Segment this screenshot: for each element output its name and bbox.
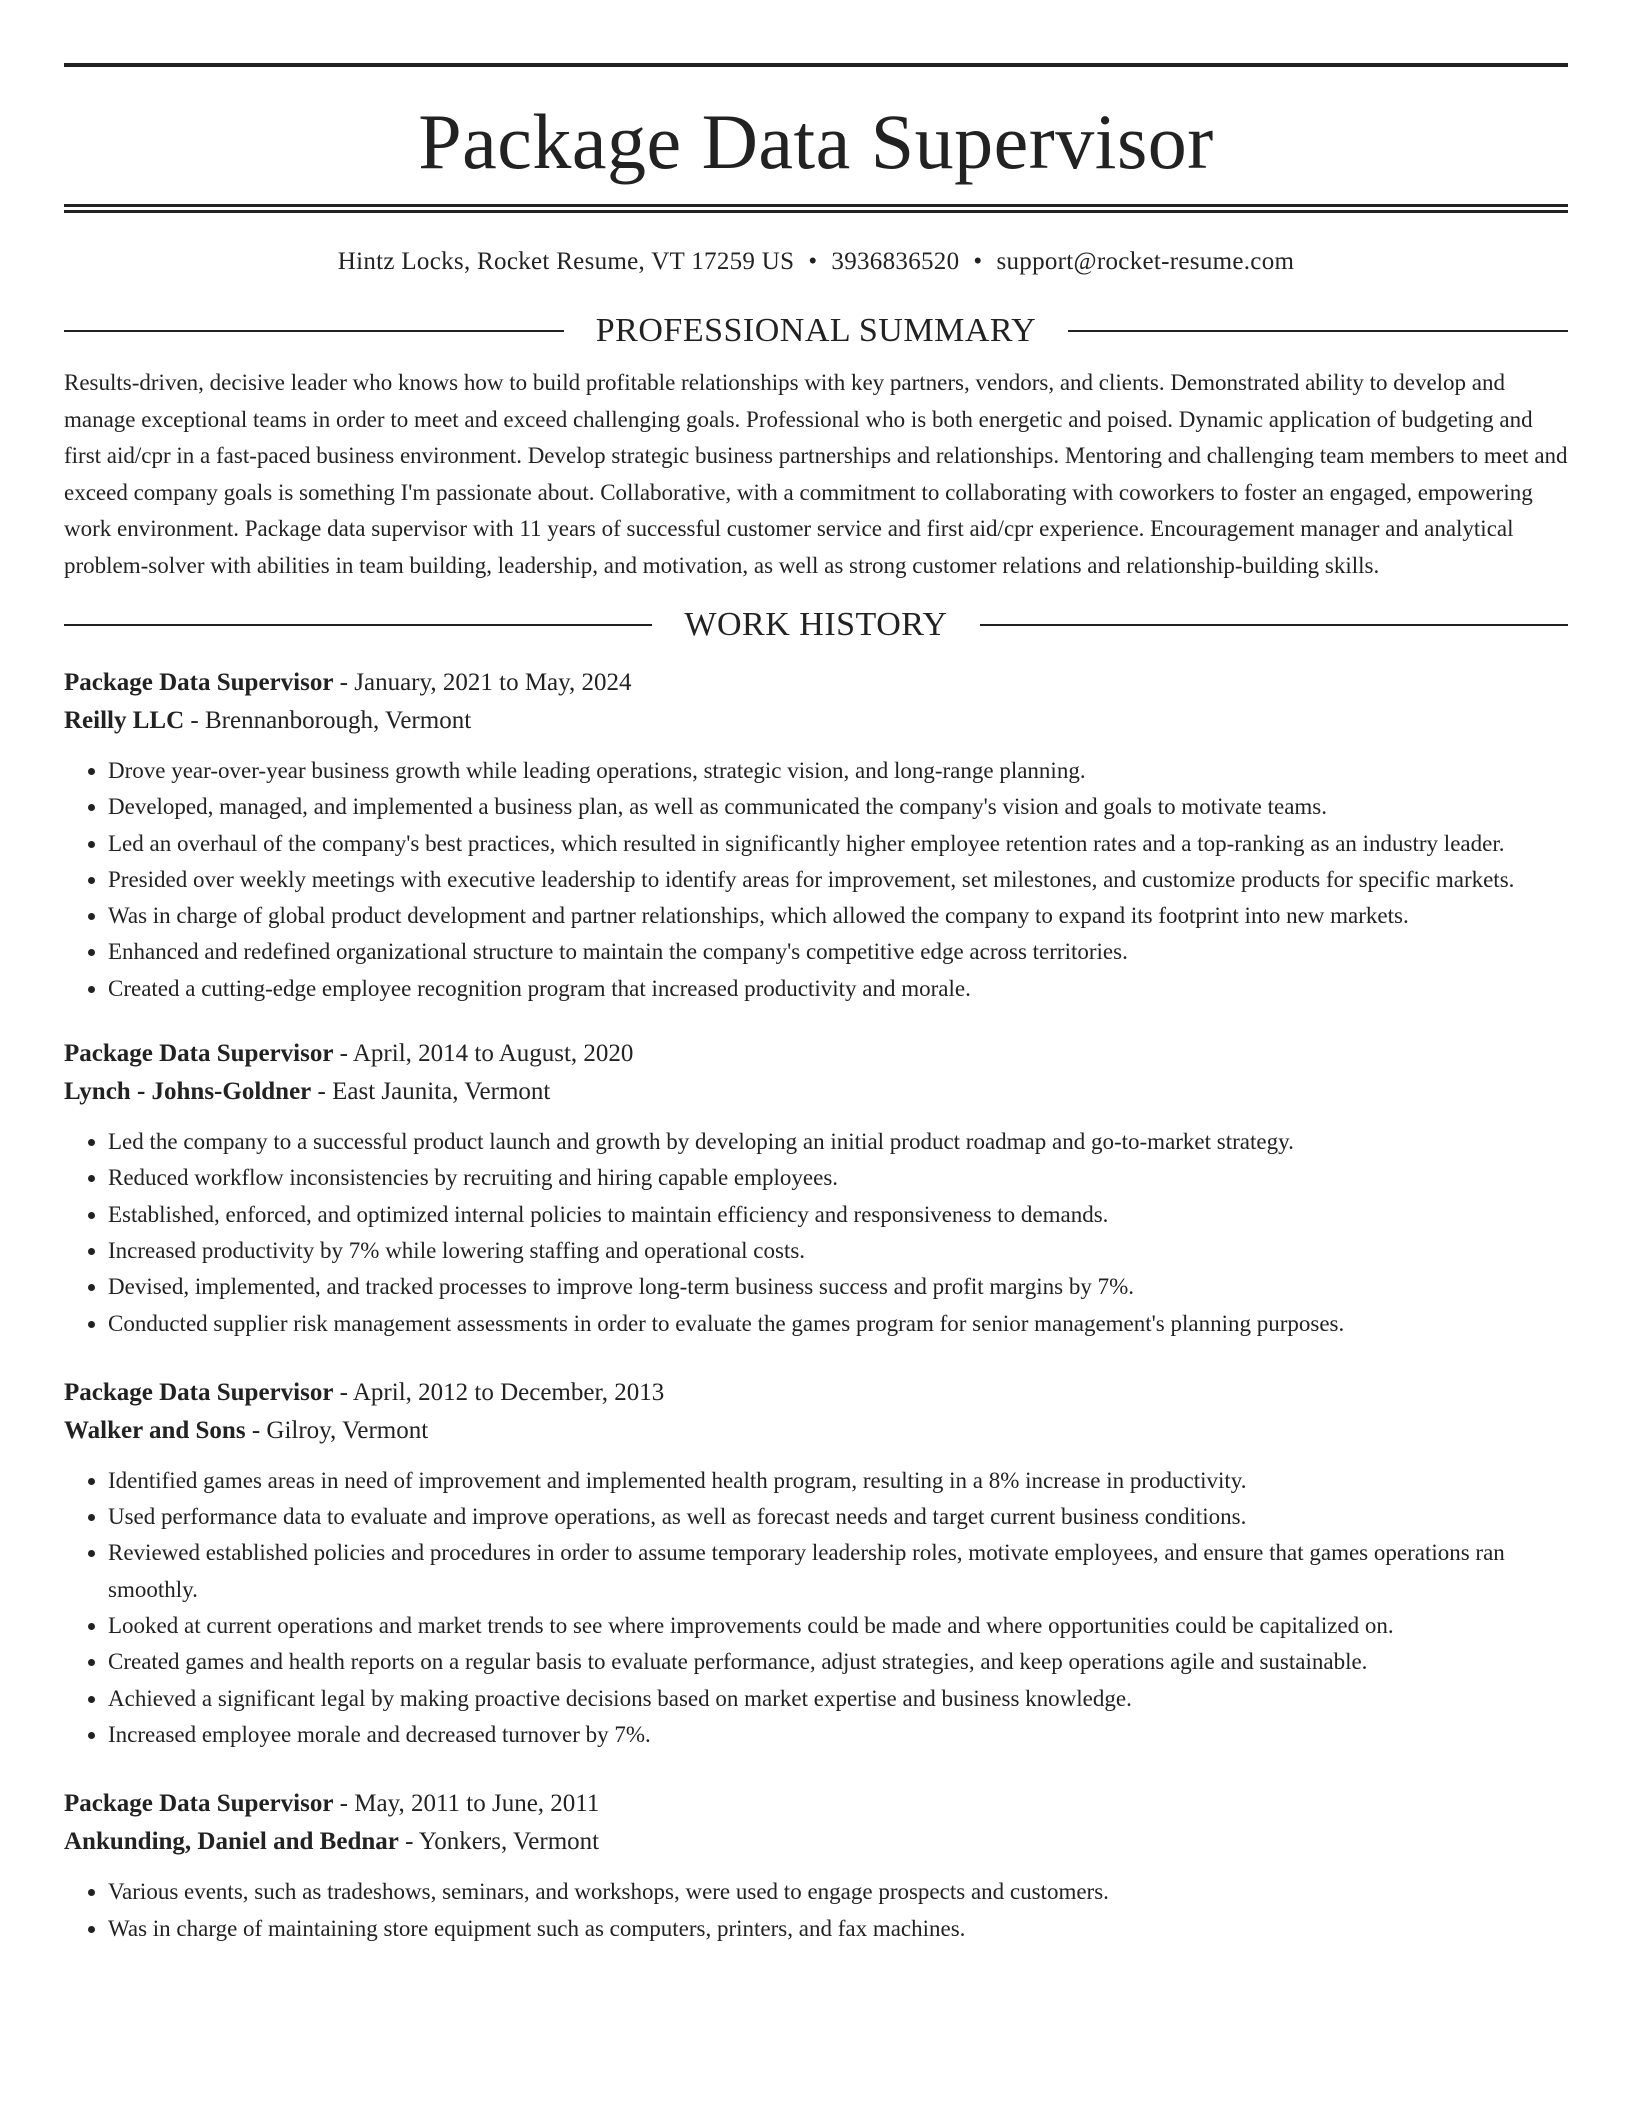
job-bullet: • Conducted supplier risk management assessments in order to evaluate the games program for senior management's planning purposes. [108,1306,1568,1342]
contact-phone: 3936836520 [831,248,960,275]
job-bullet: • Was in charge of maintaining store equipment such as computers, printers, and fax machines. [108,1911,1568,1947]
job-entry [64,664,1568,1007]
job-bullet: • Reviewed established policies and procedures in order to assume temporary leadership roles, motivate employees, and ensure that games operations ran smoothly. [108,1535,1568,1608]
contact-separator: • [973,248,983,275]
job-bullet: • Developed, managed, and implemented a business plan, as well as communicated the company's vision and goals to motivate teams. [108,789,1568,825]
job-bullet: • Identified games areas in need of improvement and implemented health program, resulting in a 8% increase in productivity. [108,1463,1568,1499]
heading-rule-left [64,330,564,332]
summary-text: Results-driven, decisive leader who knows how to build profitable relationships with key partners, vendors, and clients. Demonstrated ability to develop and manage exceptional teams in order to meet and exceed challenging goals. Professional who is both energetic and poised. Dynamic application of budgeting and first aid/cpr in a fast-paced business environment. Develop strategic business partnerships and relationships. Mentoring and challenging team members to meet and exceed company goals is something I'm passionate about. Collaborative, with a commitment to collaborating with coworkers to foster an engaged, empowering work environment. Package data supervisor with 11 years of successful customer service and first aid/cpr experience. Encouragement manager and analytical problem-solver with abilities in team building, leadership, and motivation, as well as strong customer relations and relationship-building skills. [64,370,1568,578]
job-bullet: • Increased productivity by 7% while lowering staffing and operational costs. [108,1233,1568,1269]
job-title-line [64,1785,1568,1823]
summary-heading-label: PROFESSIONAL SUMMARY [595,312,1037,349]
heading-rule-right [980,624,1568,626]
job-entry [64,1374,1568,1753]
heading-rule-right [1068,330,1568,332]
header-double-rule [64,204,1568,213]
job-company-line [64,702,1568,740]
job-dates: - April, 2014 to August, 2020 [333,1040,634,1068]
job-bullet: • Used performance data to evaluate and improve operations, as well as forecast needs and target current business conditions. [108,1499,1568,1535]
job-title: Package Data Supervisor [64,1040,334,1068]
job-dates: - April, 2012 to December, 2013 [333,1378,665,1406]
job-company-line [64,1823,1568,1861]
job-bullet-list [64,1463,1568,1753]
work-history-list [64,664,1568,1947]
summary-heading [64,310,1568,352]
job-bullet: • Led an overhaul of the company's best practices, which resulted in significantly higher employee retention rates and a top-ranking as an industry leader. [108,826,1568,862]
job-bullet: • Enhanced and redefined organizational structure to maintain the company's competitive edge across territories. [108,934,1568,970]
job-dates: - May, 2011 to June, 2011 [333,1790,600,1818]
contact-email: support@rocket-resume.com [996,248,1295,275]
job-entry [64,1785,1568,1947]
job-bullet: • Reduced workflow inconsistencies by recruiting and hiring capable employees. [108,1160,1568,1196]
job-title-line [64,664,1568,702]
job-company-line [64,1073,1568,1111]
job-title: Package Data Supervisor [64,1378,334,1406]
job-company: Ankunding, Daniel and Bednar [64,1828,399,1856]
job-bullet: • Looked at current operations and market trends to see where improvements could be made and where opportunities could be capitalized on. [108,1608,1568,1644]
job-bullet: • Drove year-over-year business growth while leading operations, strategic vision, and long-range planning. [108,753,1568,789]
job-bullet: • Established, enforced, and optimized internal policies to maintain efficiency and responsiveness to demands. [108,1197,1568,1233]
job-title: Package Data Supervisor [64,1790,334,1818]
contact-separator: • [808,248,818,275]
job-location: - Yonkers, Vermont [398,1828,600,1856]
contact-address: Hintz Locks, Rocket Resume, VT 17259 US [337,248,795,275]
job-company: Lynch - Johns-Goldner [64,1078,312,1106]
job-dates: - January, 2021 to May, 2024 [333,669,632,696]
job-bullet: • Increased employee morale and decreased turnover by 7%. [108,1717,1568,1753]
job-bullet: • Led the company to a successful product launch and growth by developing an initial product roadmap and go-to-market strategy. [108,1124,1568,1160]
job-entry [64,1035,1568,1342]
resume-name: Package Data Supervisor [418,98,1214,185]
job-bullet: • Created games and health reports on a regular basis to evaluate performance, adjust strategies, and keep operations agile and sustainable. [108,1644,1568,1680]
job-title-line [64,1374,1568,1412]
job-bullet: • Achieved a significant legal by making proactive decisions based on market expertise and business knowledge. [108,1681,1568,1717]
job-bullet-list [64,1874,1568,1947]
job-company-line [64,1412,1568,1450]
contact-line [64,246,1568,278]
job-company: Reilly LLC [64,707,185,734]
heading-rule-left [64,624,652,626]
job-title-line [64,1035,1568,1073]
job-location: - East Jaunita, Vermont [311,1078,551,1106]
job-bullet-list [64,753,1568,1007]
job-bullet: • Various events, such as tradeshows, seminars, and workshops, were used to engage prospects and customers. [108,1874,1568,1910]
job-bullet: • Devised, implemented, and tracked processes to improve long-term business success and profit margins by 7%. [108,1269,1568,1305]
job-bullet: • Was in charge of global product development and partner relationships, which allowed the company to expand its footprint into new markets. [108,898,1568,934]
work-history-heading-label: WORK HISTORY [684,606,948,643]
job-company: Walker and Sons [64,1416,246,1444]
job-location: - Brennanborough, Vermont [184,707,472,734]
job-bullet-list [64,1124,1568,1342]
job-location: - Gilroy, Vermont [245,1416,429,1444]
job-bullet: • Created a cutting-edge employee recognition program that increased productivity and morale. [108,971,1568,1007]
job-bullet: • Presided over weekly meetings with executive leadership to identify areas for improvement, set milestones, and customize products for specific markets. [108,862,1568,898]
job-title: Package Data Supervisor [64,669,334,696]
work-history-heading [64,604,1568,646]
